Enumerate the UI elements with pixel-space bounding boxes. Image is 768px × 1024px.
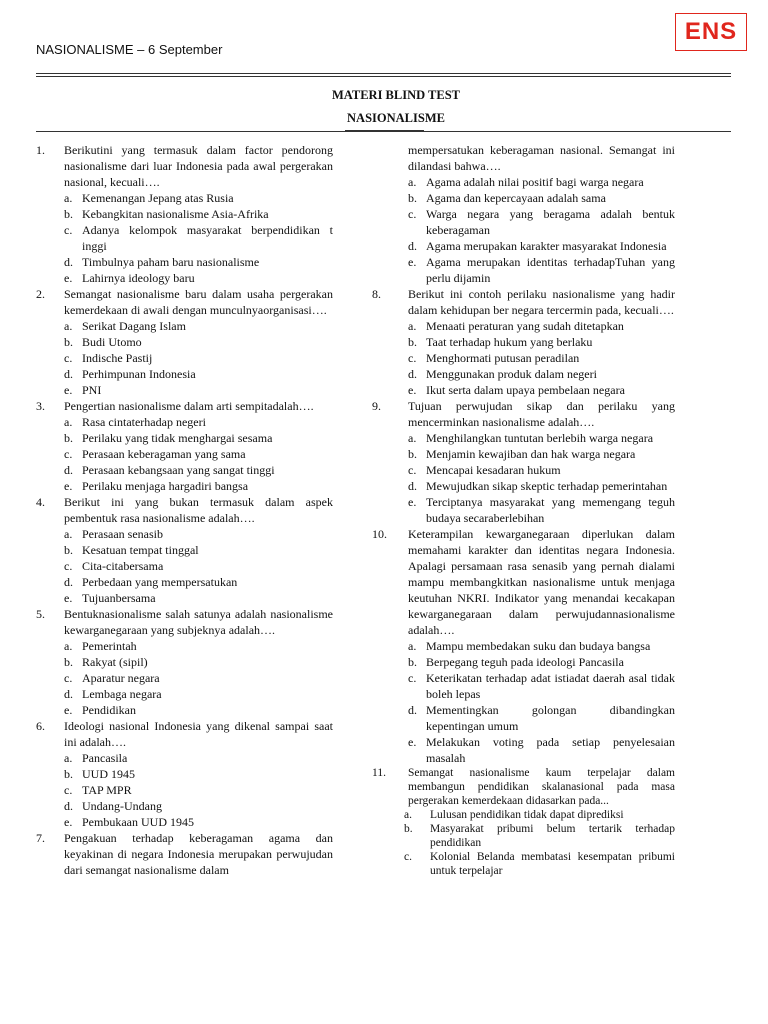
- answer-option: [408, 478, 675, 494]
- right-column: [372, 142, 675, 878]
- option-text: Taat terhadap hukum yang berlaku: [426, 335, 593, 349]
- question-number: 6.: [36, 719, 45, 733]
- question-number: 3.: [36, 399, 45, 413]
- answer-options: [64, 190, 333, 286]
- question-text: Berikut ini contoh perilaku nasionalisme yang hadir dalam kehidupan ber negara tercermin pada, kecuali….: [408, 287, 675, 317]
- question-number: 2.: [36, 287, 45, 301]
- answer-option: [64, 670, 333, 686]
- answer-option: [408, 190, 675, 206]
- question-7-continuation: mempersatukan keberagaman nasional. Semangat ini dilandasi bahwa….: [408, 143, 675, 173]
- question-item: [36, 142, 333, 286]
- option-letter: b.: [404, 823, 413, 835]
- question-item: [36, 398, 333, 494]
- question-text: Pengertian nasionalisme dalam arti sempitadalah….: [64, 399, 314, 413]
- option-letter: a.: [408, 639, 417, 653]
- option-letter: a.: [64, 751, 73, 765]
- question-item: [372, 398, 675, 526]
- option-letter: c.: [64, 447, 73, 461]
- option-text: Budi Utomo: [82, 335, 142, 349]
- option-letter: a.: [408, 175, 417, 189]
- answer-option: [64, 350, 333, 366]
- question-text: Bentuknasionalisme salah satunya adalah nasionalisme kewarganegaraan yang subjeknya adalah….: [64, 607, 333, 637]
- answer-option: [408, 254, 675, 286]
- option-text: Melakukan voting pada setiap penyelesaian masalah: [426, 735, 675, 765]
- option-text: Adanya kelompok masyarakat berpendidikan t inggi: [82, 223, 333, 253]
- question-text: Keterampilan kewarganegaraan diperlukan dalam memahami karakter dan identitas negara Indonesia. Apalagi persamaan rasa senasib yang pernah dialami mampu membangkitkan nasionalisme untuk menjaga keutuhan NKRI. Indikator yang menandai kecakapan kewarganegaraan dalam perwujudannasionalisme adalah….: [408, 527, 675, 637]
- answer-option: [408, 382, 675, 398]
- option-text: Ikut serta dalam upaya pembelaan negara: [426, 383, 625, 397]
- question-number: 9.: [372, 399, 381, 413]
- answer-option: [64, 654, 333, 670]
- answer-option: [408, 654, 675, 670]
- option-letter: c.: [408, 463, 417, 477]
- option-letter: b.: [408, 447, 417, 461]
- option-text: Pembukaan UUD 1945: [82, 815, 194, 829]
- ens-logo: ENS: [675, 13, 747, 51]
- option-letter: b.: [64, 543, 73, 557]
- option-letter: d.: [64, 687, 73, 701]
- left-column: [36, 142, 333, 878]
- option-letter: d.: [64, 799, 73, 813]
- answer-option: [64, 190, 333, 206]
- question-number: 4.: [36, 495, 45, 509]
- answer-option: [64, 334, 333, 350]
- option-text: Terciptanya masyarakat yang memengang teguh budaya secaraberlebihan: [426, 495, 675, 525]
- option-letter: b.: [64, 431, 73, 445]
- question-item: [36, 494, 333, 606]
- answer-option: [64, 782, 333, 798]
- option-text: Pemerintah: [82, 639, 137, 653]
- option-letter: c.: [404, 851, 412, 863]
- answer-option: [64, 798, 333, 814]
- option-letter: e.: [408, 383, 417, 397]
- option-letter: a.: [408, 431, 417, 445]
- answer-option: [64, 638, 333, 654]
- option-text: Perilaku yang tidak menghargai sesama: [82, 431, 273, 445]
- answer-option: [64, 206, 333, 222]
- option-text: Pendidikan: [82, 703, 136, 717]
- option-text: Keterikatan terhadap adat istiadat daerah asal tidak boleh lepas: [426, 671, 675, 701]
- option-letter: c.: [64, 559, 73, 573]
- option-text: Rasa cintaterhadap negeri: [82, 415, 206, 429]
- answer-option: [408, 318, 675, 334]
- option-letter: a.: [404, 809, 412, 821]
- option-letter: c.: [64, 223, 73, 237]
- option-letter: e.: [408, 735, 417, 749]
- option-letter: c.: [64, 783, 73, 797]
- option-text: Warga negara yang beragama adalah bentuk keberagaman: [426, 207, 675, 237]
- option-letter: a.: [64, 191, 73, 205]
- option-letter: b.: [64, 207, 73, 221]
- option-text: Masyarakat pribumi belum tertarik terhadap pendidikan: [430, 823, 675, 849]
- answer-option: [404, 850, 675, 878]
- option-letter: e.: [64, 479, 73, 493]
- answer-option: [64, 366, 333, 382]
- answer-option: [408, 174, 675, 190]
- question-item: [36, 606, 333, 718]
- option-letter: a.: [408, 319, 417, 333]
- option-text: UUD 1945: [82, 767, 135, 781]
- answer-option: [404, 822, 675, 850]
- option-text: Perasaan kebangsaan yang sangat tinggi: [82, 463, 275, 477]
- answer-option: [408, 462, 675, 478]
- option-letter: e.: [408, 255, 417, 269]
- answer-options: [64, 526, 333, 606]
- option-text: Mampu membedakan suku dan budaya bangsa: [426, 639, 651, 653]
- option-text: Cita-citabersama: [82, 559, 164, 573]
- answer-options: [64, 638, 333, 718]
- option-text: Lahirnya ideology baru: [82, 271, 195, 285]
- option-text: Mementingkan golongan dibandingkan kepentingan umum: [426, 703, 675, 733]
- question-number: 1.: [36, 143, 45, 157]
- option-text: Agama adalah nilai positif bagi warga negara: [426, 175, 644, 189]
- option-text: Lembaga negara: [82, 687, 162, 701]
- answer-option: [408, 206, 675, 238]
- option-letter: d.: [408, 703, 417, 717]
- option-text: Perhimpunan Indonesia: [82, 367, 196, 381]
- question-number: 5.: [36, 607, 45, 621]
- option-text: Tujuanbersama: [82, 591, 156, 605]
- document-subtitle: NASIONALISME: [347, 111, 445, 125]
- option-letter: d.: [408, 367, 417, 381]
- question-item: [372, 766, 675, 878]
- title-rule: [36, 131, 731, 132]
- option-text: Mencapai kesadaran hukum: [426, 463, 561, 477]
- option-text: Menghilangkan tuntutan berlebih warga negara: [426, 431, 654, 445]
- option-letter: e.: [408, 495, 417, 509]
- option-letter: d.: [408, 479, 417, 493]
- option-text: Mewujudkan sikap skeptic terhadap pemerintahan: [426, 479, 668, 493]
- option-letter: e.: [64, 271, 73, 285]
- option-letter: b.: [64, 335, 73, 349]
- answer-options: [64, 414, 333, 494]
- option-letter: c.: [408, 671, 417, 685]
- answer-option: [64, 686, 333, 702]
- option-letter: b.: [408, 191, 417, 205]
- header-rule: [36, 76, 731, 77]
- answer-option: [64, 750, 333, 766]
- option-text: TAP MPR: [82, 783, 132, 797]
- answer-option: [64, 430, 333, 446]
- option-text: Menaati peraturan yang sudah ditetapkan: [426, 319, 624, 333]
- option-letter: b.: [408, 335, 417, 349]
- option-text: Pancasila: [82, 751, 128, 765]
- option-text: Agama merupakan identitas terhadapTuhan yang perlu dijamin: [426, 255, 675, 285]
- question-text: Tujuan perwujudan sikap dan perilaku yang mencerminkan nasionalisme adalah….: [408, 399, 675, 429]
- answer-options: [408, 638, 675, 766]
- answer-option: [408, 702, 675, 734]
- option-letter: a.: [64, 319, 73, 333]
- answer-option: [64, 766, 333, 782]
- answer-option: [64, 574, 333, 590]
- option-text: Perilaku menjaga hargadiri bangsa: [82, 479, 249, 493]
- option-letter: c.: [64, 351, 73, 365]
- question-item: [36, 286, 333, 398]
- answer-option: [64, 478, 333, 494]
- option-text: Kemenangan Jepang atas Rusia: [82, 191, 234, 205]
- option-letter: a.: [64, 415, 73, 429]
- option-letter: c.: [408, 207, 417, 221]
- option-letter: d.: [64, 255, 73, 269]
- answer-options: [408, 318, 675, 398]
- document-header: NASIONALISME – 6 September: [36, 42, 223, 57]
- answer-option: [408, 238, 675, 254]
- option-letter: d.: [408, 239, 417, 253]
- answer-option: [64, 590, 333, 606]
- question-text: Pengakuan terhadap keberagaman agama dan keyakinan di negara Indonesia merupakan perwujudan dari semangat nasionalisme dalam: [64, 831, 333, 877]
- option-letter: b.: [64, 655, 73, 669]
- question-item: [372, 286, 675, 398]
- option-text: Menggunakan produk dalam negeri: [426, 367, 597, 381]
- answer-option: [64, 462, 333, 478]
- answer-option: [408, 670, 675, 702]
- answer-options: [64, 318, 333, 398]
- answer-option: [64, 318, 333, 334]
- question-item: [36, 830, 333, 878]
- answer-option: [408, 334, 675, 350]
- option-letter: b.: [408, 655, 417, 669]
- answer-option: [64, 382, 333, 398]
- answer-options: [408, 430, 675, 526]
- answer-option: [64, 526, 333, 542]
- answer-option: [408, 430, 675, 446]
- question-item: [36, 718, 333, 830]
- option-text: Agama dan kepercayaan adalah sama: [426, 191, 606, 205]
- option-text: Indische Pastij: [82, 351, 153, 365]
- document-title: MATERI BLIND TEST: [331, 88, 461, 102]
- question-item: [372, 526, 675, 766]
- option-letter: c.: [408, 351, 417, 365]
- answer-options: [64, 750, 333, 830]
- option-letter: a.: [64, 527, 73, 541]
- question-number: 11.: [372, 767, 386, 779]
- question-text: Berikutini yang termasuk dalam factor pendorong nasionalisme dari luar Indonesia pada awal pergerakan nasional, kecuali….: [64, 143, 333, 189]
- option-text: PNI: [82, 383, 102, 397]
- answer-option: [64, 558, 333, 574]
- answer-option: [64, 222, 333, 254]
- question-number: 8.: [372, 287, 381, 301]
- question-text: Semangat nasionalisme kaum terpelajar dalam membangun pendidikan skalanasional pada masa pergerakan kemerdekaan didasarkan pada...: [408, 767, 675, 807]
- option-letter: d.: [64, 463, 73, 477]
- option-letter: d.: [64, 575, 73, 589]
- option-text: Menjamin kewajiban dan hak warga negara: [426, 447, 636, 461]
- option-text: Undang-Undang: [82, 799, 162, 813]
- option-text: Perbedaan yang mempersatukan: [82, 575, 238, 589]
- option-letter: a.: [64, 639, 73, 653]
- option-text: Serikat Dagang Islam: [82, 319, 186, 333]
- answer-option: [64, 270, 333, 286]
- option-letter: e.: [64, 703, 73, 717]
- question-text: Semangat nasionalisme baru dalam usaha pergerakan kemerdekaan di awali dengan munculnyaorganisasi….: [64, 287, 333, 317]
- option-text: Kesatuan tempat tinggal: [82, 543, 199, 557]
- answer-option: [408, 638, 675, 654]
- option-letter: b.: [64, 767, 73, 781]
- option-text: Berpegang teguh pada ideologi Pancasila: [426, 655, 624, 669]
- option-text: Kebangkitan nasionalisme Asia-Afrika: [82, 207, 269, 221]
- answer-option: [404, 808, 675, 822]
- answer-option: [64, 414, 333, 430]
- answer-option: [408, 494, 675, 526]
- question-7-options: [380, 174, 675, 286]
- answer-option: [408, 734, 675, 766]
- option-text: Perasaan keberagaman yang sama: [82, 447, 246, 461]
- option-text: Aparatur negara: [82, 671, 160, 685]
- header-rule: [36, 73, 731, 74]
- question-number: 10.: [372, 527, 387, 541]
- option-text: Lulusan pendidikan tidak dapat diprediksi: [430, 809, 624, 821]
- answer-options: [404, 808, 675, 878]
- answer-option: [64, 542, 333, 558]
- option-text: Kolonial Belanda membatasi kesempatan pribumi untuk terpelajar: [430, 851, 675, 877]
- option-letter: e.: [64, 383, 73, 397]
- question-text: Ideologi nasional Indonesia yang dikenal sampai saat ini adalah….: [64, 719, 333, 749]
- answer-option: [408, 366, 675, 382]
- answer-option: [64, 814, 333, 830]
- answer-option: [408, 446, 675, 462]
- option-letter: c.: [64, 671, 73, 685]
- option-text: Timbulnya paham baru nasionalisme: [82, 255, 260, 269]
- option-text: Perasaan senasib: [82, 527, 163, 541]
- answer-option: [64, 702, 333, 718]
- option-text: Menghormati putusan peradilan: [426, 351, 580, 365]
- option-letter: e.: [64, 591, 73, 605]
- question-number: 7.: [36, 831, 45, 845]
- option-text: Rakyat (sipil): [82, 655, 148, 669]
- option-letter: d.: [64, 367, 73, 381]
- option-text: Agama merupakan karakter masyarakat Indonesia: [426, 239, 667, 253]
- option-letter: e.: [64, 815, 73, 829]
- answer-option: [408, 350, 675, 366]
- answer-option: [64, 254, 333, 270]
- answer-option: [64, 446, 333, 462]
- question-text: Berikut ini yang bukan termasuk dalam aspek pembentuk rasa nasionalisme adalah….: [64, 495, 333, 525]
